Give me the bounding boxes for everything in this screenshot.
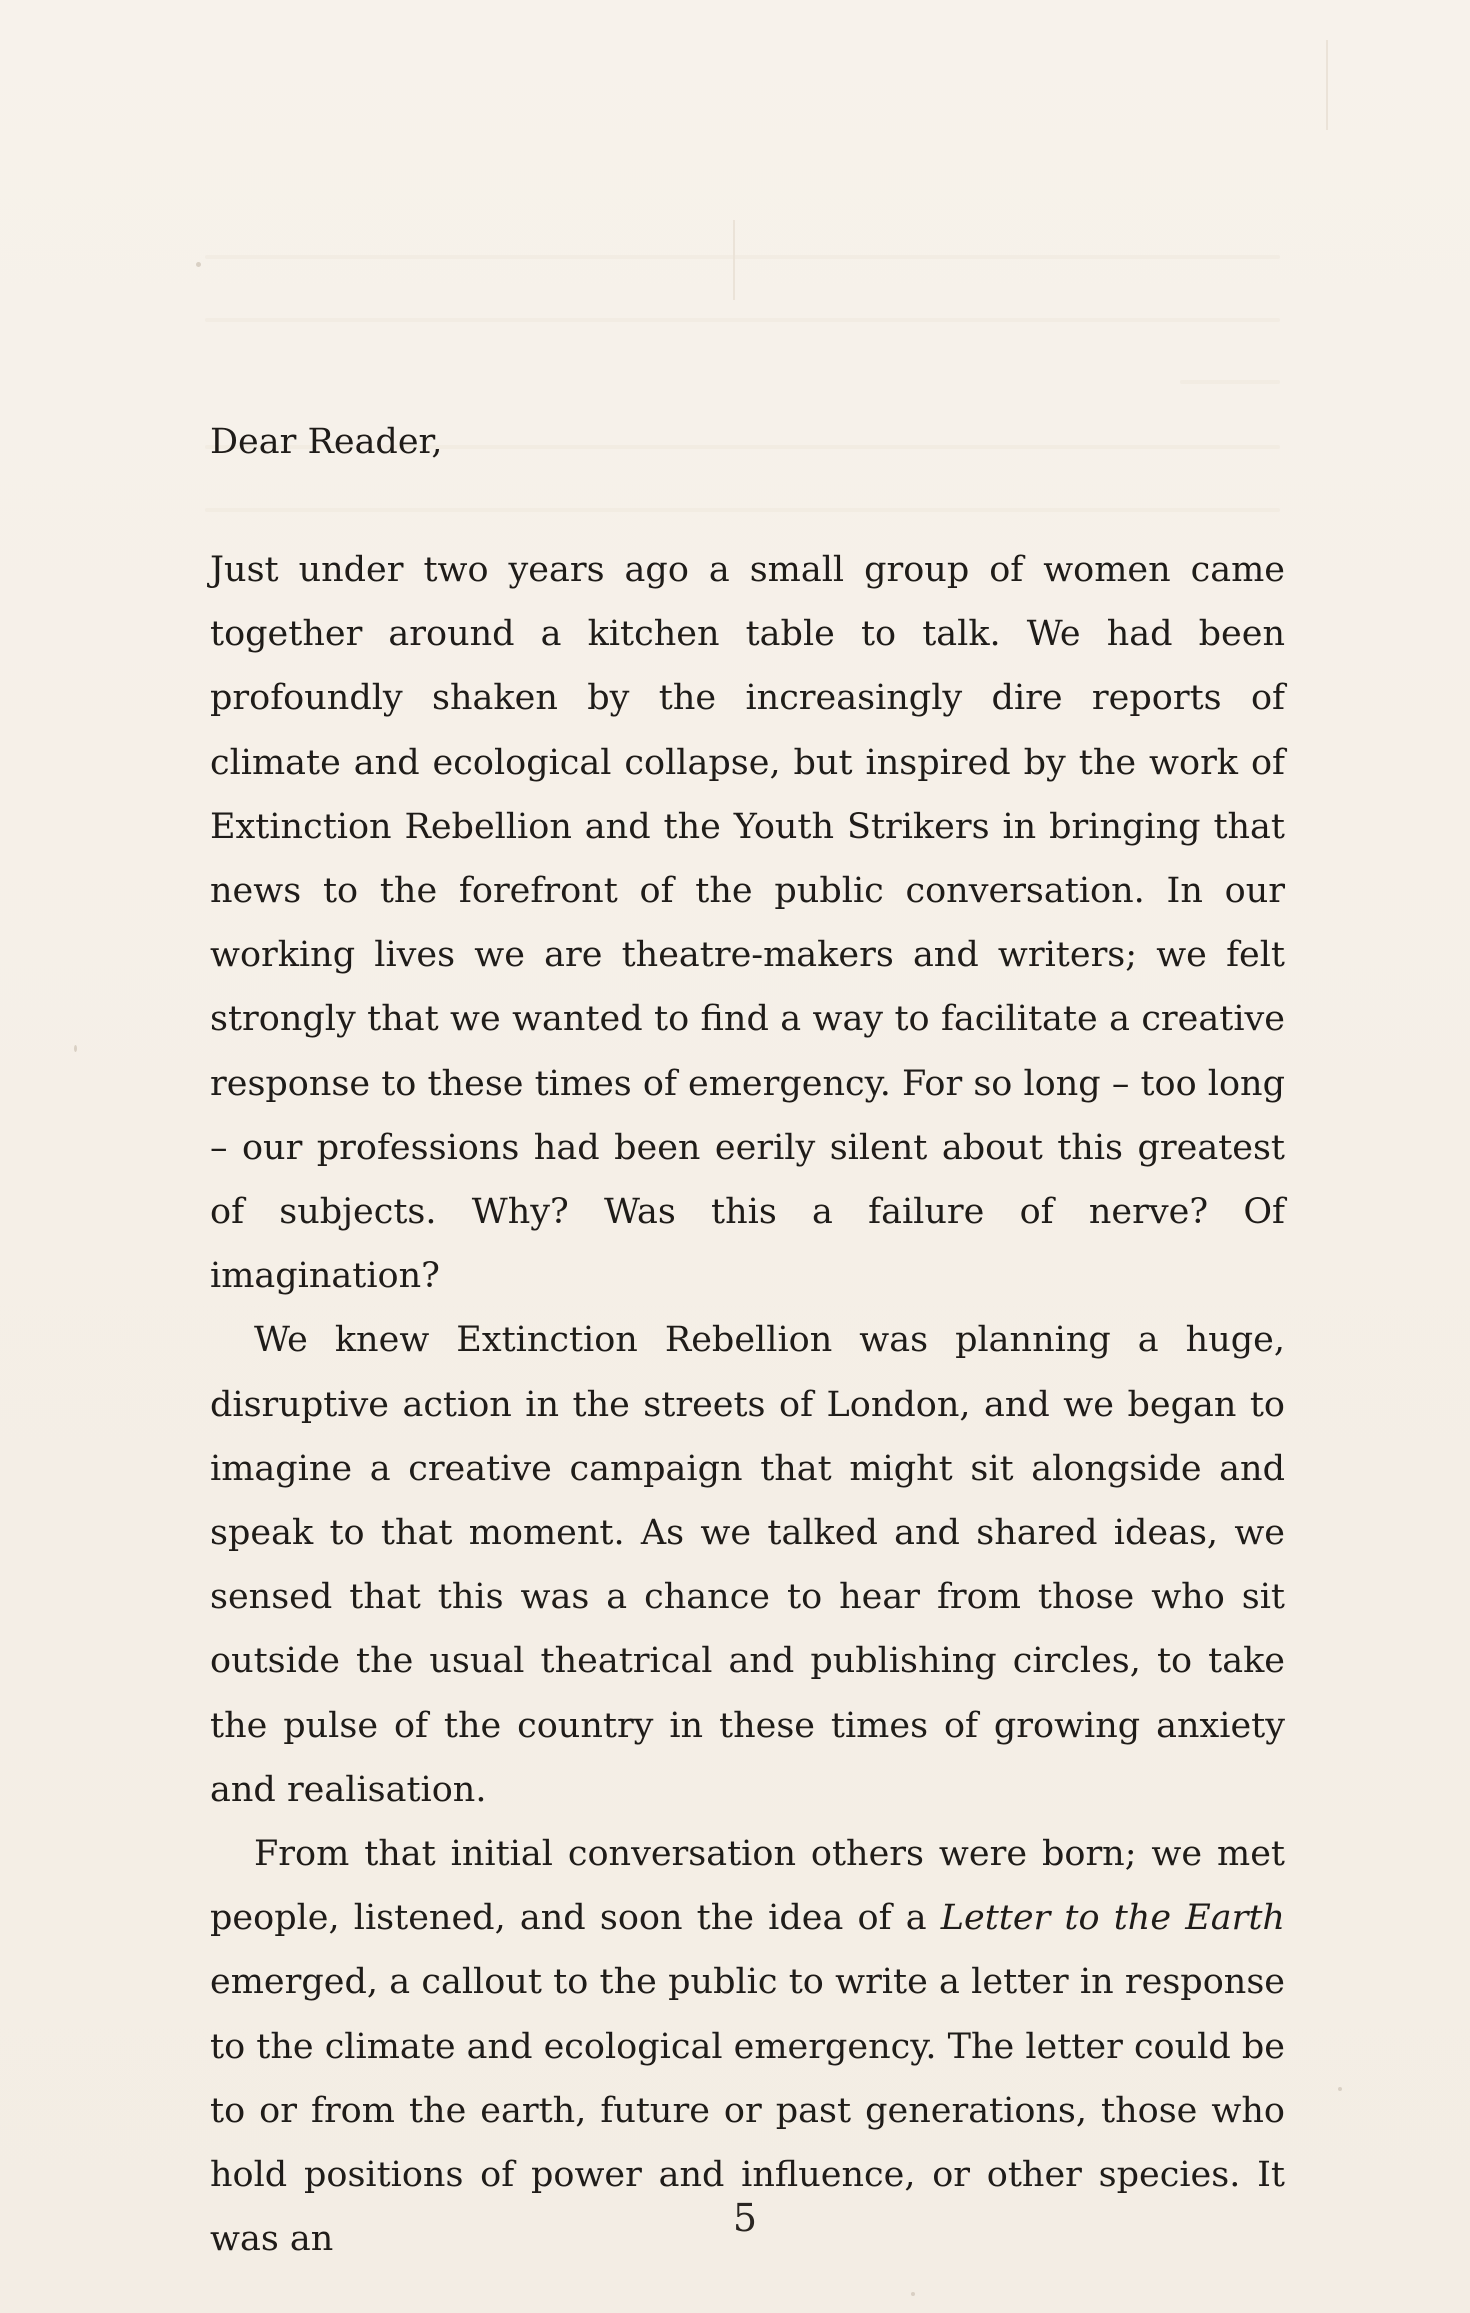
paper-crease	[733, 220, 735, 300]
paragraph: Just under two years ago a small group of women came together around a kitchen table to talk. We had been profoundly shaken by the increasingly dire reports of climate and ecological collapse, but inspired by the work of Extinction Rebellion and the Youth Strikers in bringing that news to the forefront of the public conversation. In our working lives we are theatre-makers and writers; we felt strongly that we wanted to find a way to facilitate a creative response to these times of emergency. For so long – too long – our professions had been eerily silent about this greatest of subjects. Why? Was this a failure of nerve? Of imagination?	[210, 550, 1285, 1297]
paper-speck	[196, 262, 201, 267]
salutation: Dear Reader,	[210, 422, 443, 462]
paper-crease	[1326, 40, 1328, 130]
paper-speck	[911, 2292, 915, 2296]
paper-speck	[74, 1045, 77, 1052]
paragraph: We knew Extinction Rebellion was planning a huge, disruptive action in the streets of London, and we began to imagine a creative campaign that might sit alongside and speak to that moment. As we talked and shared ideas, we sensed that this was a chance to hear from those who sit outside the usual theatrical and publishing circles, to take the pulse of the country in these times of growing anxiety and realisation.	[210, 1320, 1285, 1810]
paragraph-text: emerged, a callout to the public to write a letter in response to the climate and ecological emergency. The letter could be to or from the earth, future or past generations, those who hold positions of power and influence, or other species. It was an	[210, 1962, 1286, 2260]
paper-speck	[1338, 2087, 1342, 2091]
show-through-line	[205, 318, 1280, 322]
page-number: 5	[732, 2196, 758, 2240]
show-through-line	[205, 508, 1280, 512]
letter-body	[210, 538, 1285, 2271]
show-through-line	[205, 255, 1280, 259]
book-title-italic: Letter to the Earth	[940, 1898, 1285, 1939]
paragraph-text: From that initial conversation others were born; we met people, listened, and soon the idea of a	[210, 1834, 1285, 1939]
show-through-line	[1180, 380, 1280, 384]
